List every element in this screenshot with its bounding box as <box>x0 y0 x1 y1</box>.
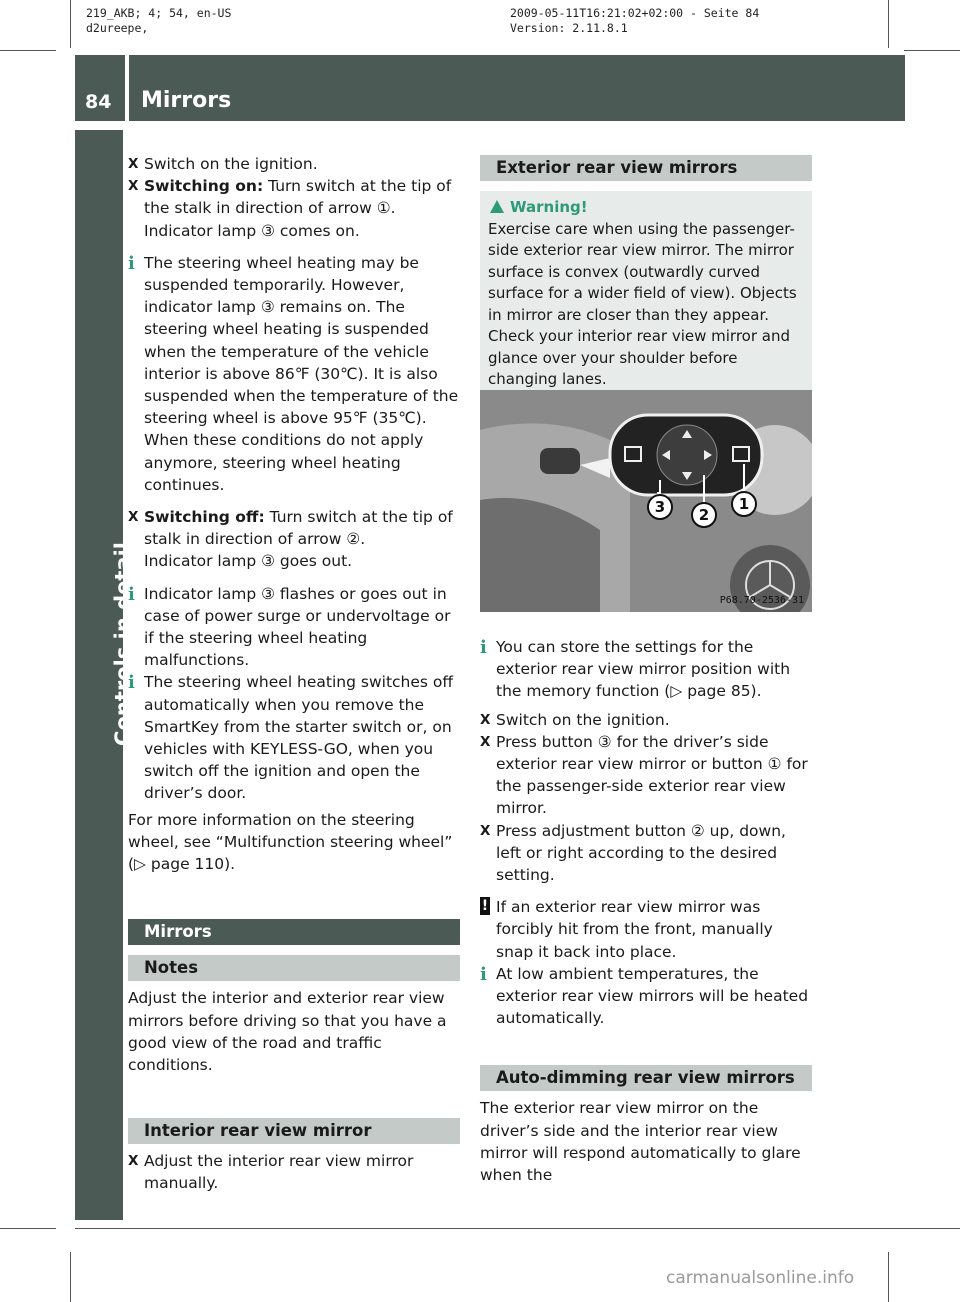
page-title: Mirrors <box>141 88 232 113</box>
left-column <box>128 153 460 1195</box>
door-panel-illustration <box>480 390 812 612</box>
step-label: Switching on: <box>144 177 264 196</box>
section-heading-exterior-mirrors: Exterior rear view mirrors <box>480 155 812 181</box>
body-paragraph: Adjust the interior and exterior rear view mirrors before driving so that you have a good view of the road and traffic conditions. <box>128 989 447 1074</box>
footer-rule <box>75 1228 905 1229</box>
crop-mark <box>888 0 889 48</box>
notice-item: ! If an exterior rear view mirror was forcibly hit from the front, manually snap it back into place. <box>480 896 812 963</box>
header-divider <box>125 55 129 121</box>
meta-line: d2ureepe, <box>86 21 149 35</box>
info-note-continued: When these conditions do not apply anymore, steering wheel heating continues. <box>144 431 424 494</box>
callout-2: 2 <box>698 506 710 524</box>
info-note: i The steering wheel heating switches off automatically when you remove the SmartKey from the starter switch or, on vehicles with KEYLESS-GO, when you switch off the ignition and open the driver’s door. <box>128 671 460 804</box>
info-note: i The steering wheel heating may be suspended temporarily. However, indicator lamp ③ remains on. The steering wheel heating is suspended when the temperature of the vehicle interior is above 86℉ (30℃). It is also suspended when the temperature of the steering wheel is above 95℉ (35℃). <box>128 252 460 430</box>
info-note: i At low ambient temperatures, the exterior rear view mirrors will be heated automatically. <box>480 963 812 1030</box>
meta-line: Version: 2.11.8.1 <box>510 21 628 35</box>
warning-text: Exercise care when using the passenger-side exterior rear view mirror. The mirror surface is convex (outwardly curved surface for a wider field of view). Objects in mirror are closer than they appear. Check your interior rear view mirror and glance over your shoulder before changing lanes. <box>488 219 797 388</box>
print-meta-right <box>510 6 759 36</box>
step-item: X Switch on the ignition. <box>128 153 460 175</box>
crop-mark <box>888 1252 889 1302</box>
step-item: X Switch on the ignition. <box>480 709 812 731</box>
info-note: i You can store the settings for the exterior rear view mirror position with the memory function (▷ page 85). <box>480 636 812 703</box>
section-heading-interior-mirror: Interior rear view mirror <box>128 1118 460 1144</box>
step-item <box>128 506 460 550</box>
step-item: X Adjust the interior rear view mirror manually. <box>128 1150 460 1194</box>
section-heading-notes: Notes <box>128 955 460 981</box>
meta-line: 2009-05-11T16:21:02+02:00 - Seite 84 <box>510 6 760 20</box>
section-heading-mirrors: Mirrors <box>128 919 460 945</box>
section-heading-auto-dimming: Auto-dimming rear view mirrors <box>480 1065 812 1091</box>
body-paragraph: For more information on the steering wheel, see “Multifunction steering wheel” (▷ page 110). <box>128 810 453 874</box>
step-text: Turn switch at the tip of stalk in direction of arrow ②. <box>144 508 453 549</box>
right-column-bottom <box>480 636 812 1186</box>
crop-mark <box>70 1252 71 1302</box>
crop-mark <box>0 1228 56 1229</box>
crop-mark <box>904 1228 960 1229</box>
info-note: i Indicator lamp ③ flashes or goes out in case of power surge or undervoltage or if the steering wheel heating malfunctions. <box>128 583 460 672</box>
page-header <box>75 55 905 121</box>
meta-line: 219_AKB; 4; 54, en-US <box>86 6 232 20</box>
callout-3: 3 <box>654 498 666 516</box>
figure-code: P68.70-2536-31 <box>719 595 804 606</box>
page-number: 84 <box>85 91 112 113</box>
callout-1: 1 <box>738 495 750 513</box>
step-item: X Press button ③ for the driver’s side exterior rear view mirror or button ① for the passenger-side exterior rear view mirror. <box>480 731 812 820</box>
crop-mark <box>904 50 960 51</box>
step-result: Indicator lamp ③ goes out. <box>144 552 353 571</box>
chapter-title <box>87 542 135 746</box>
mirror-controls-photo <box>480 390 812 612</box>
warning-title: Warning! <box>488 197 804 219</box>
chapter-sidebar <box>75 130 135 1220</box>
right-column-top <box>480 155 812 401</box>
chapter-title-text: Controls in detail <box>111 542 135 746</box>
watermark: carmanualsonline.info <box>666 1268 855 1288</box>
warning-box <box>480 191 812 401</box>
step-item: X Press adjustment button ② up, down, left or right according to the desired setting. <box>480 820 812 887</box>
step-label: Switching off: <box>144 508 265 527</box>
crop-mark <box>70 0 71 48</box>
body-paragraph: The exterior rear view mirror on the driver’s side and the interior rear view mirror will respond automatically to glare when the <box>480 1099 801 1185</box>
crop-mark <box>0 50 56 51</box>
step-item <box>128 175 460 219</box>
print-meta-left <box>86 6 231 36</box>
step-text: Turn switch at the tip of the stalk in direction of arrow ①. <box>144 177 452 218</box>
step-result: Indicator lamp ③ comes on. <box>144 221 360 240</box>
